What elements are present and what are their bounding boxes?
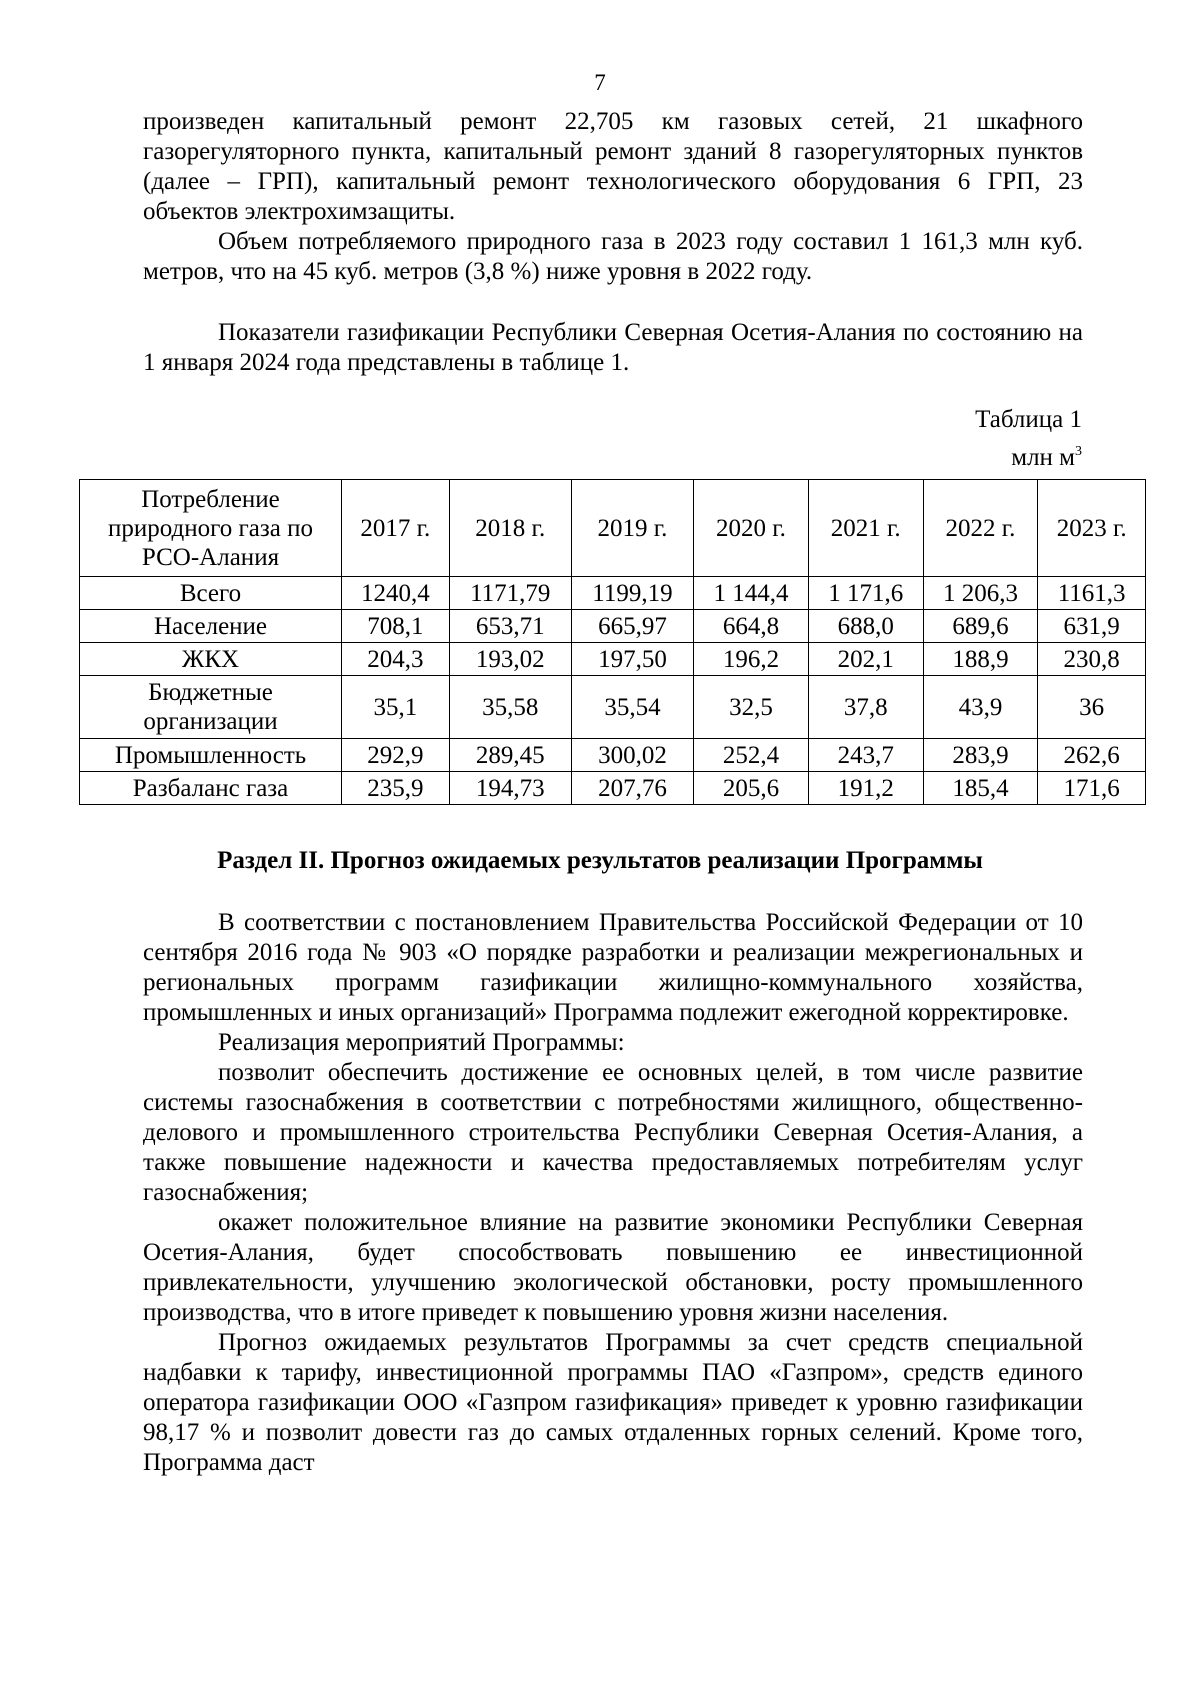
intro-text-block: [143, 107, 1083, 287]
table-cell: 185,4: [923, 772, 1038, 805]
table-intro-block: [143, 318, 1083, 378]
intro-paragraph: Объем потребляемого природного газа в 2023 году составил 1 161,3 млн куб. метров, что на 45 куб. метров (3,8 %) ниже уровня в 2022 году.: [143, 228, 1083, 285]
row-label: Промышленность: [80, 739, 342, 772]
table-cell: 36: [1038, 676, 1146, 739]
table-cell: 193,02: [449, 643, 571, 676]
gas-consumption-table: [79, 479, 1146, 805]
table-row: [80, 772, 1146, 805]
table-cell: 235,9: [342, 772, 450, 805]
body-paragraph: Прогноз ожидаемых результатов Программы за счет средств специальной надбавки к тарифу, инвестиционной программы ПАО «Газпром», средств единого оператора газификации ООО «Газпром газификация» приведет к уровню газификации 98,17 % и позволит довести газ до самых отдаленных горных селений. Кроме того, Программа даст: [143, 1329, 1083, 1476]
table-units-text: млн м: [1011, 444, 1075, 471]
table-units-sup: 3: [1075, 444, 1082, 459]
table-cell: 665,97: [571, 610, 693, 643]
table-cell: 1161,3: [1038, 577, 1146, 610]
table-cell: 191,2: [808, 772, 923, 805]
row-label: Разбаланс газа: [80, 772, 342, 805]
table-cell: 196,2: [694, 643, 809, 676]
table-row: [80, 610, 1146, 643]
table-cell: 708,1: [342, 610, 450, 643]
table-cell: 1199,19: [571, 577, 693, 610]
table-cell: 35,58: [449, 676, 571, 739]
table-cell: 243,7: [808, 739, 923, 772]
table-cell: 32,5: [694, 676, 809, 739]
table-cell: 37,8: [808, 676, 923, 739]
body-paragraph: позволит обеспечить достижение ее основных целей, в том числе развитие системы газоснабжения в соответствии с потребностями жилищного, общественно-делового и промышленного строительства Республики Северная Осетия-Алания, а также повышение надежности и качества предоставляемых потребителям услуг газоснабжения;: [143, 1059, 1083, 1206]
table-cell: 202,1: [808, 643, 923, 676]
table-row: [80, 676, 1146, 739]
table-header-category: Потребление природного газа по РСО-Алания: [80, 480, 342, 577]
table-cell: 207,76: [571, 772, 693, 805]
table-cell: 289,45: [449, 739, 571, 772]
table-cell: 43,9: [923, 676, 1038, 739]
table-row: [80, 577, 1146, 610]
table-units: [1011, 437, 1082, 473]
body-paragraph: окажет положительное влияние на развитие экономики Республики Северная Осетия-Алания, будет способствовать повышению ее инвестиционной привлекательности, улучшению экологической обстановки, росту промышленного производства, что в итоге приведет к повышению уровня жизни населения.: [143, 1209, 1083, 1326]
table-cell: 197,50: [571, 643, 693, 676]
table-header-year: 2019 г.: [571, 480, 693, 577]
table-header-year: 2018 г.: [449, 480, 571, 577]
table-cell: 653,71: [449, 610, 571, 643]
table-cell: 171,6: [1038, 772, 1146, 805]
table-header-year: 2017 г.: [342, 480, 450, 577]
body-paragraph: В соответствии с постановлением Правительства Российской Федерации от 10 сентября 2016 года № 903 «О порядке разработки и реализации межрегиональных и региональных программ газификации жилищно-коммунального хозяйства, промышленных и иных организаций» Программа подлежит ежегодной корректировке.: [143, 909, 1083, 1026]
table-header-year: 2022 г.: [923, 480, 1038, 577]
row-label: ЖКХ: [80, 643, 342, 676]
table-cell: 1240,4: [342, 577, 450, 610]
table-header-year: 2020 г.: [694, 480, 809, 577]
table-cell: 1 144,4: [694, 577, 809, 610]
table-cell: 688,0: [808, 610, 923, 643]
table-cell: 300,02: [571, 739, 693, 772]
table-cell: 689,6: [923, 610, 1038, 643]
table-cell: 292,9: [342, 739, 450, 772]
table-row: [80, 643, 1146, 676]
intro-paragraph: произведен капитальный ремонт 22,705 км газовых сетей, 21 шкафного газорегуляторного пункта, капитальный ремонт зданий 8 газорегуляторных пунктов (далее – ГРП), капитальный ремонт технологического оборудования 6 ГРП, 23 объектов электрохимзащиты.: [143, 108, 1083, 225]
row-label: Население: [80, 610, 342, 643]
row-label: Всего: [80, 577, 342, 610]
row-label: Бюджетные организации: [80, 676, 342, 739]
body-text-block: [143, 908, 1083, 1478]
table-cell: 1 171,6: [808, 577, 923, 610]
table-cell: 664,8: [694, 610, 809, 643]
table-cell: 35,54: [571, 676, 693, 739]
table-cell: 252,4: [694, 739, 809, 772]
table-cell: 205,6: [694, 772, 809, 805]
table-intro-paragraph: Показатели газификации Республики Северная Осетия-Алания по состоянию на 1 января 2024 года представлены в таблице 1.: [143, 319, 1083, 376]
table-cell: 230,8: [1038, 643, 1146, 676]
table-row: [80, 739, 1146, 772]
section-heading: Раздел II. Прогноз ожидаемых результатов реализации Программы: [217, 847, 983, 874]
table-cell: 283,9: [923, 739, 1038, 772]
table-cell: 188,9: [923, 643, 1038, 676]
body-paragraph: Реализация мероприятий Программы:: [218, 1029, 625, 1056]
table-header-year: 2023 г.: [1038, 480, 1146, 577]
table-cell: 194,73: [449, 772, 571, 805]
table-header-row: [80, 480, 1146, 577]
table-cell: 262,6: [1038, 739, 1146, 772]
table-cell: 204,3: [342, 643, 450, 676]
table-header-year: 2021 г.: [808, 480, 923, 577]
table-cell: 631,9: [1038, 610, 1146, 643]
table-cell: 1 206,3: [923, 577, 1038, 610]
page-number: 7: [594, 70, 606, 95]
table-cell: 1171,79: [449, 577, 571, 610]
table-cell: 35,1: [342, 676, 450, 739]
table-caption: Таблица 1: [975, 406, 1082, 433]
